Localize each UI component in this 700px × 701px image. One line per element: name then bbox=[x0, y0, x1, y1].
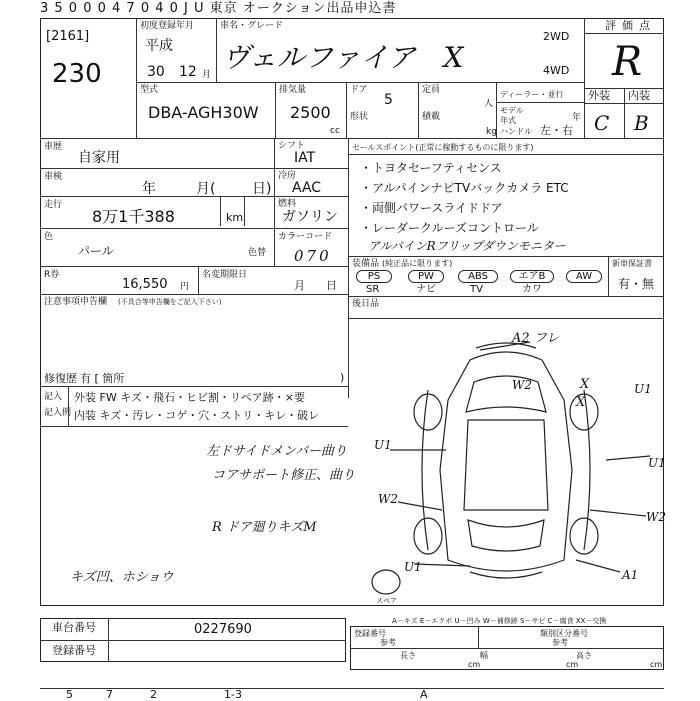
repair-label: 修復歴 bbox=[44, 372, 77, 385]
recycle-unit: 円 bbox=[180, 282, 190, 292]
equipment-sub: (純正品に限ります) bbox=[382, 259, 453, 268]
vehicle-reg-label: 登録番号 bbox=[354, 629, 386, 638]
inspection-year: 年 bbox=[142, 181, 156, 197]
registration-month: 12 bbox=[179, 64, 197, 80]
divider bbox=[608, 256, 609, 296]
divider bbox=[584, 33, 664, 34]
load-label: 積載 bbox=[422, 112, 441, 122]
usage-label: 車歴 bbox=[44, 142, 63, 152]
interior-score: B bbox=[634, 111, 649, 135]
car-name-value: ヴェルファイア X bbox=[222, 41, 464, 74]
equip-tv: TV bbox=[470, 284, 483, 295]
divider bbox=[108, 618, 109, 662]
footer-fragment-4: 1-3 bbox=[224, 688, 242, 701]
selling-point-handwritten: アルパインRフリップダウンモニター bbox=[368, 239, 566, 253]
equip-aw-code: AW bbox=[575, 271, 593, 282]
fuel-value: ガソリン bbox=[282, 209, 338, 225]
divider bbox=[346, 82, 347, 138]
fuel-label: 燃料 bbox=[278, 199, 297, 209]
divider bbox=[40, 640, 346, 641]
notes-label: 注意事項申告欄 bbox=[44, 297, 108, 307]
handwritten-note-2: コアサポート修正、曲り bbox=[212, 468, 356, 483]
mileage-unit: km bbox=[226, 211, 244, 224]
lot-number: 230 bbox=[52, 59, 102, 89]
divider bbox=[136, 18, 137, 138]
spare-label: スペア bbox=[376, 597, 397, 605]
footer-fragment-5: A bbox=[420, 688, 428, 701]
expiry-day: 日 bbox=[326, 279, 337, 292]
repair-close: ) bbox=[340, 371, 345, 384]
expiry-month: 月 bbox=[294, 279, 305, 292]
cooling-label: 冷房 bbox=[278, 171, 297, 181]
exterior-label: 外装 bbox=[588, 89, 610, 102]
divider bbox=[348, 154, 664, 155]
equip-abs bbox=[458, 270, 498, 283]
selling-point-1: ・トヨタセーフティセンス bbox=[360, 161, 502, 175]
mark-x-2: X bbox=[576, 395, 586, 410]
color-swap-label: 色替 bbox=[248, 248, 267, 258]
body-outline bbox=[440, 352, 572, 571]
registration-era: 平成 bbox=[145, 38, 173, 54]
model-year-unit: 年 bbox=[572, 113, 582, 123]
divider bbox=[40, 168, 348, 169]
registration-label: 初度登録年月 bbox=[140, 21, 195, 31]
mark-w2-right: W2 bbox=[646, 510, 666, 524]
width-unit: cm bbox=[566, 660, 579, 669]
class-ref-label: 参考 bbox=[552, 638, 568, 647]
divider bbox=[40, 138, 664, 139]
mark-line bbox=[606, 456, 650, 460]
height-label: 高さ bbox=[576, 651, 592, 660]
selling-points-label: セールスポイント(正常に稼動するものに限ります) bbox=[352, 143, 534, 152]
divider bbox=[348, 296, 664, 297]
mark-a1: A1 bbox=[622, 568, 639, 582]
windshield bbox=[466, 376, 546, 412]
form-header: 3 5 0 0 0 4 7 0 4 0 J U 東京 オークション出品申込書 bbox=[40, 1, 397, 16]
divider bbox=[584, 103, 664, 104]
equip-pw bbox=[408, 270, 444, 283]
repair-value: 有 [ 箇所 bbox=[80, 372, 125, 385]
interior-label: 内装 bbox=[628, 89, 650, 102]
chassis-value: 0227690 bbox=[194, 622, 252, 637]
rear-window bbox=[468, 520, 544, 551]
color-code-label: カラーコード bbox=[278, 232, 333, 242]
displacement-value: 2500 bbox=[290, 103, 331, 122]
capacity-unit: 人 bbox=[484, 99, 494, 109]
diagram-top-note: A2 フレ bbox=[512, 331, 560, 346]
divider bbox=[136, 82, 584, 83]
car-name-label: 車名・グレード bbox=[220, 21, 284, 31]
shift-label: シフト bbox=[278, 141, 306, 151]
color-label: 色 bbox=[44, 232, 54, 242]
length-label: 長さ bbox=[400, 651, 416, 660]
reg-number-label: 登録番号 bbox=[52, 644, 96, 657]
model-label: 型式 bbox=[140, 85, 159, 95]
equip-airbag bbox=[510, 270, 554, 283]
divider bbox=[418, 82, 419, 138]
equip-aw bbox=[566, 270, 602, 283]
roof bbox=[464, 420, 548, 510]
lot-ref: [2161] bbox=[46, 29, 90, 44]
divider bbox=[244, 196, 245, 226]
dealer-label: ディーラー・並行 bbox=[500, 90, 564, 99]
divider bbox=[350, 648, 664, 649]
divider bbox=[40, 426, 348, 427]
equip-ps bbox=[356, 270, 392, 283]
front-left-wheel bbox=[414, 394, 442, 430]
entry-line-exterior: 外装 FW キズ・飛石・ヒビ割・リペア跡・×要 bbox=[74, 391, 305, 404]
color-code-value: 070 bbox=[294, 247, 332, 265]
inspection-day: 日) bbox=[252, 181, 272, 197]
registration-year: 30 bbox=[147, 64, 165, 80]
divider bbox=[40, 196, 348, 197]
damage-code-legend: A－キズ E－エクボ U－凹み W－補修跡 S－サビ C－腐食 XX－交換 bbox=[392, 617, 607, 625]
divider bbox=[275, 82, 276, 138]
divider bbox=[198, 266, 199, 294]
spare-tire bbox=[372, 570, 400, 594]
mileage-label: 走行 bbox=[44, 200, 63, 210]
selling-point-3: ・両側パワースライドドア bbox=[360, 201, 503, 215]
footer-fragment-3: 2 bbox=[150, 688, 157, 701]
divider bbox=[40, 386, 348, 387]
divider bbox=[496, 102, 584, 103]
divider bbox=[348, 256, 664, 257]
chassis-label: 車台番号 bbox=[52, 621, 96, 634]
model-year-label: モデル年式 bbox=[500, 106, 524, 125]
divider bbox=[220, 196, 221, 226]
inspection-label: 車検 bbox=[44, 172, 63, 182]
usage-value: 自家用 bbox=[78, 150, 120, 166]
shape-label: 形状 bbox=[350, 112, 369, 122]
inspection-month: 月( bbox=[196, 181, 216, 197]
doors-label: ドア bbox=[350, 85, 368, 95]
warranty-label: 新車保証書 bbox=[612, 259, 652, 268]
mark-u1-left: U1 bbox=[374, 438, 392, 452]
handwritten-note-1: 左ドサイドメンバー曲り bbox=[206, 444, 348, 459]
footer-fragment-2: 7 bbox=[106, 688, 113, 701]
displacement-unit: cc bbox=[330, 126, 340, 136]
mark-u1-right: U1 bbox=[648, 456, 666, 470]
warranty-value: 有・無 bbox=[618, 277, 655, 291]
color-value: パール bbox=[78, 244, 114, 258]
length-unit: cm bbox=[468, 660, 481, 669]
equipment-label: 装備品 bbox=[352, 259, 380, 269]
capacity-label: 定員 bbox=[422, 85, 441, 95]
class-label: 類別区分番号 bbox=[540, 629, 588, 638]
vehicle-ref-label: 参考 bbox=[380, 638, 396, 647]
mark-line bbox=[576, 560, 620, 572]
divider bbox=[68, 386, 69, 426]
cooling-value: AAC bbox=[292, 180, 322, 196]
divider bbox=[478, 626, 479, 648]
right-side-line bbox=[584, 390, 590, 550]
entry-line-interior: 内装 キズ・汚レ・コゲ・穴・ストリ・キレ・破レ bbox=[74, 409, 320, 422]
divider bbox=[274, 138, 275, 266]
model-value: DBA-AGH30W bbox=[148, 103, 259, 122]
mark-line bbox=[590, 510, 646, 516]
mark-line bbox=[398, 502, 442, 510]
mark-x-1: X bbox=[580, 377, 590, 392]
expiry-label: 名変期限日 bbox=[202, 270, 248, 280]
load-unit: kg bbox=[486, 127, 497, 137]
score-value: R bbox=[612, 39, 643, 85]
equip-airbag-code: エアB bbox=[518, 271, 546, 282]
left-side-line bbox=[422, 390, 428, 550]
entry-label-a: 記入 bbox=[44, 392, 63, 402]
equip-pw-code: PW bbox=[418, 271, 434, 282]
divider bbox=[40, 688, 664, 689]
doors-value: 5 bbox=[384, 92, 393, 108]
footer-fragment-1: 5 bbox=[66, 688, 73, 701]
mark-u1-right-top: U1 bbox=[634, 382, 652, 396]
score-label: 評価点 bbox=[605, 19, 656, 32]
handwritten-note-3: R ドア廻りキズM bbox=[212, 520, 317, 535]
handle-label: ハンドル bbox=[500, 127, 532, 136]
divider bbox=[40, 266, 348, 267]
mileage-value: 8万1千388 bbox=[92, 207, 175, 226]
shift-value: IAT bbox=[294, 150, 316, 166]
equip-leather: カワ bbox=[522, 284, 542, 295]
equip-abs-code: ABS bbox=[468, 271, 488, 282]
notes-sub: (不具合等申告欄をご記入下さい) bbox=[118, 298, 222, 306]
height-unit: cm bbox=[650, 660, 663, 669]
mark-u1-bottom: U1 bbox=[404, 560, 422, 574]
exterior-score: C bbox=[594, 111, 610, 135]
displacement-label: 排気量 bbox=[279, 85, 307, 95]
handwritten-note-4: キズ凹、ホショウ bbox=[70, 570, 174, 585]
divider bbox=[496, 82, 497, 138]
vehicle-damage-diagram bbox=[350, 320, 662, 600]
recycle-value: 16,550 bbox=[122, 277, 168, 292]
equip-ps-code: PS bbox=[367, 271, 381, 282]
equip-navi: ナビ bbox=[416, 284, 436, 295]
rear-bumper bbox=[470, 572, 542, 578]
drive-2wd: 2WD bbox=[543, 30, 570, 43]
divider bbox=[216, 18, 217, 82]
divider bbox=[40, 228, 348, 229]
mark-w2-top: W2 bbox=[512, 378, 532, 392]
divider bbox=[584, 18, 585, 138]
registration-month-unit: 月 bbox=[202, 70, 212, 80]
divider bbox=[348, 318, 664, 319]
drive-4wd: 4WD bbox=[543, 64, 570, 77]
handle-value: 左・右 bbox=[540, 124, 573, 137]
divider bbox=[624, 88, 625, 138]
width-label: 幅 bbox=[480, 651, 488, 660]
mark-w2-left: W2 bbox=[378, 492, 398, 506]
selling-point-4: ・レーダークルーズコントロール bbox=[360, 221, 539, 235]
divider bbox=[40, 294, 348, 295]
later-items-label: 後日品 bbox=[352, 299, 380, 309]
recycle-label: R券 bbox=[44, 270, 60, 280]
divider bbox=[348, 138, 349, 398]
entry-label-b: 記入例 bbox=[44, 408, 72, 418]
equip-sr: SR bbox=[366, 284, 380, 295]
selling-point-2: ・アルパインナビTVバックカメラ ETC bbox=[360, 181, 569, 195]
